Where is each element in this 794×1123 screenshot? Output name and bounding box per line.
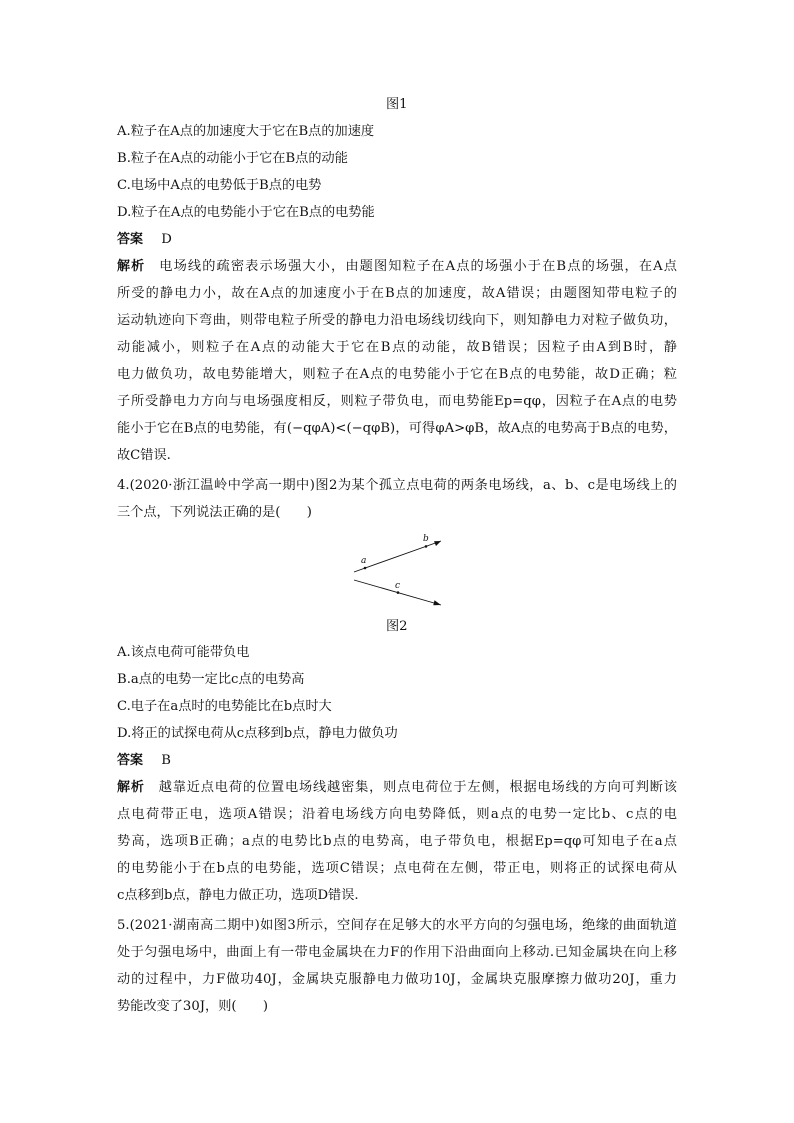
q5-stem-line: 处于匀强电场中，曲面上有一带电金属块在力F的作用下沿曲面向上移动.已知金属块在向上移 [117,945,677,960]
q4-stem-line: 三个点，下列说法正确的是( ) [117,505,312,520]
q4-option-b: B.a点的电势一定比c点的电势高 [117,672,305,687]
q4-option-d: D.将正的试探电荷从c点移到b点，静电力做负功 [117,726,398,741]
q3-analysis-text: 电场线的疏密表示场强大小，由题图知粒子在A点的场强小于在B点的场强，在A点 [159,259,677,274]
q4-analysis-line: 点电荷带正电，选项A错误；沿着电场线方向电势降低，则a点的电势一定比b、c点的电 [117,807,677,822]
arrowhead-lower-icon [433,600,441,605]
figure-1-caption: 图1 [386,97,408,112]
point-b [425,545,428,548]
q3-analysis-line: 子所受静电力方向与电场强度相反，则粒子带负电，而电势能Ep=qφ，因粒子在A点的电势 [117,394,677,409]
q3-analysis-line: 动能减小，则粒子在A点的动能大于它在B点的动能，故B错误；因粒子由A到B时，静 [117,340,677,355]
label-c: c [395,581,401,591]
arrowhead-upper-icon [434,541,441,546]
q4-analysis-line [117,778,677,798]
point-a [364,567,367,570]
q4-option-a: A.该点电荷可能带负电 [117,645,250,660]
q3-option-c: C.电场中A点的电势低于B点的电势 [117,178,322,193]
field-line-upper [354,541,441,572]
q3-analysis-line: 能小于它在B点的电势能，有(−qφA)<(−qφB)，可得φA>φB，故A点的电势高于B点的电势， [117,421,677,436]
q5-stem-line: 5.(2021·湖南高二期中)如图3所示，空间存在足够大的水平方向的匀强电场，绝缘的曲面轨道 [117,918,677,933]
q4-analysis-line: c点移到b点，静电力做正功，选项D错误. [117,888,359,903]
q4-stem-line: 4.(2020·浙江温岭中学高一期中)图2为某个孤立点电荷的两条电场线，a、b、c是电场线上的 [117,478,677,493]
q4-analysis-text: 越靠近点电荷的位置电场线越密集，则点电荷位于左侧，根据电场线的方向可判断该 [158,780,677,795]
q3-analysis-line: 所受的静电力小，故在A点的加速度小于在B点的加速度，故A错误；由题图知带电粒子的 [117,286,677,301]
q4-option-c: C.电子在a点时的电势能比在b点时大 [117,699,332,714]
point-c [397,591,400,594]
figure-2-field-lines [340,528,460,613]
q3-analysis-line [117,257,677,277]
q3-analysis-line: 故C错误. [117,448,171,463]
q4-analysis-line: 势高，选项B正确；a点的电势比b点的电势高，电子带负电，根据Ep=qφ可知电子在a点 [117,834,677,849]
q4-analysis-label: 解析 [117,780,145,795]
q3-answer-row [117,230,172,250]
q4-answer-label: 答案 [117,753,144,768]
q5-stem-line: 势能改变了30J，则( ) [117,999,269,1014]
q5-stem-line: 动的过程中，力F做功40J，金属块克服静电力做功10J，金属块克服摩擦力做功20J，重力 [117,972,677,987]
label-b: b [423,534,429,544]
q4-answer-row [117,751,171,771]
q3-answer-label: 答案 [117,232,144,247]
q4-answer-value: B [161,753,171,768]
q4-analysis-line: 的电势能小于在b点的电势能，选项C错误；点电荷在左侧，带正电，则将正的试探电荷从 [117,861,677,876]
q3-analysis-line: 运动轨迹向下弯曲，则带电粒子所受的静电力沿电场线切线向下，则知静电力对粒子做负功， [117,313,677,328]
q3-answer-value: D [161,232,172,247]
q3-option-d: D.粒子在A点的电势能小于它在B点的电势能 [117,205,375,220]
figure-2-caption: 图2 [386,619,408,634]
q3-analysis-label: 解析 [117,259,146,274]
q3-analysis-line: 电力做负功，故电势能增大，则粒子在A点的电势能小于它在B点的电势能，故D正确；粒 [117,367,677,382]
label-a: a [361,556,367,566]
q3-option-a: A.粒子在A点的加速度大于它在B点的加速度 [117,124,375,139]
q3-option-b: B.粒子在A点的动能小于它在B点的动能 [117,151,348,166]
